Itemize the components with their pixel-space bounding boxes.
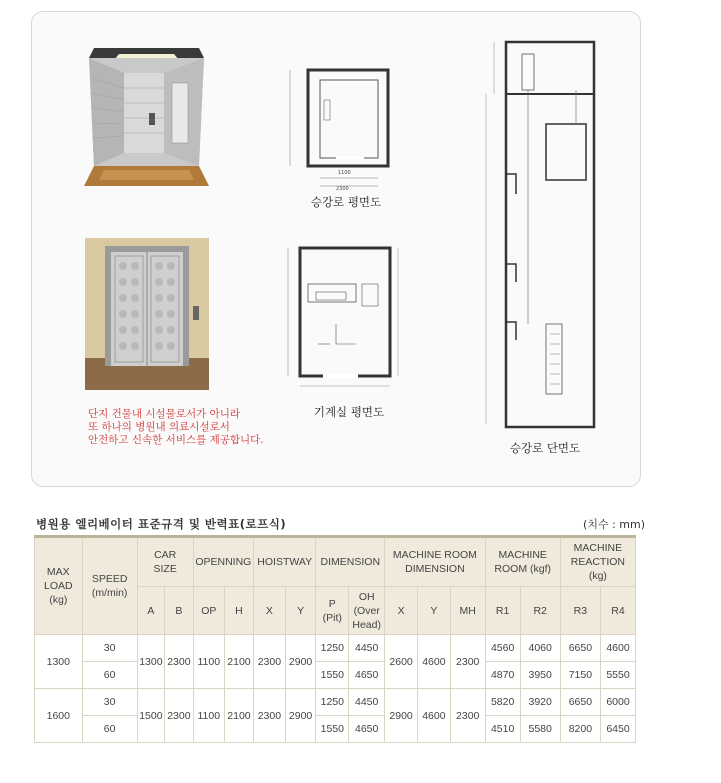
- header-max-load: [35, 537, 83, 635]
- promo-text: [88, 408, 264, 447]
- cell-r1: 4560: [485, 635, 520, 662]
- header-mr-dimension: [385, 537, 486, 587]
- cell-h: 2100: [224, 689, 253, 743]
- table-row: [35, 662, 636, 689]
- cell-r4: 6450: [600, 716, 635, 743]
- cabin-interior-image: [84, 38, 209, 188]
- header-speed: [82, 537, 137, 635]
- subheader-r4: R4: [600, 587, 635, 635]
- plan-caption: 승강로 평면도: [310, 195, 382, 209]
- subheader-op: OP: [193, 587, 224, 635]
- header-text: MAX: [46, 566, 70, 578]
- subheader-mr-y: Y: [417, 587, 450, 635]
- cell-r4: 6000: [600, 689, 635, 716]
- cell-speed: 60: [82, 662, 137, 689]
- cell-load: 1600: [35, 689, 83, 743]
- header-text: (Pit): [322, 611, 342, 624]
- cell-r3: 6650: [560, 635, 600, 662]
- header-text: P: [328, 597, 336, 610]
- hoistway-section-drawing: [476, 24, 606, 434]
- cell-r2: 3950: [520, 662, 560, 689]
- header-text: SPEED: [91, 573, 128, 585]
- cell-r1: 4510: [485, 716, 520, 743]
- cell-r2: 4060: [520, 635, 560, 662]
- header-text: (kg): [49, 594, 68, 606]
- cell-a: 1500: [137, 689, 165, 743]
- cell-op: 1100: [193, 689, 224, 743]
- plan-dim-label-2: 2300: [336, 186, 349, 191]
- plan-dim-label: 1100: [338, 170, 351, 176]
- header-text: MACHINE ROOM: [392, 549, 477, 561]
- table-row: [35, 635, 636, 662]
- subheader-mr-x: X: [385, 587, 418, 635]
- cell-op: 1100: [193, 635, 224, 689]
- cell-oh: 4450: [349, 689, 385, 716]
- hoistway-plan-drawing: [280, 66, 395, 191]
- table-row: [35, 689, 636, 716]
- cell-r4: 4600: [600, 635, 635, 662]
- subheader-r3: R3: [560, 587, 600, 635]
- cell-y: 2900: [285, 689, 316, 743]
- cell-r2: 3920: [520, 689, 560, 716]
- promo-line: 또 하나의 병원내 의료시설로서: [88, 421, 230, 433]
- machine-room-plan-drawing: [278, 244, 413, 394]
- cell-mr-y: 4600: [417, 635, 450, 689]
- subheader-h: H: [224, 587, 253, 635]
- header-hoistway: HOISTWAY: [254, 537, 316, 587]
- cell-pit: 1550: [316, 716, 349, 743]
- header-text: (kg): [588, 570, 607, 582]
- cell-r4: 5550: [600, 662, 635, 689]
- section-caption: 승강로 단면도: [509, 441, 581, 455]
- header-text: Head): [352, 618, 381, 631]
- cell-r1: 4870: [485, 662, 520, 689]
- subheader-oh: [349, 587, 385, 635]
- subheader-r2: R2: [520, 587, 560, 635]
- header-dimension: DIMENSION: [316, 537, 385, 587]
- cell-mr-y: 4600: [417, 689, 450, 743]
- header-text: (Over: [353, 604, 380, 617]
- header-text: MACHINE: [573, 542, 623, 554]
- header-text: DIMENSION: [405, 563, 465, 575]
- cell-oh: 4650: [349, 716, 385, 743]
- header-text: CAR: [154, 549, 177, 561]
- header-openning: OPENNING: [193, 537, 253, 587]
- cell-mr-x: 2600: [385, 635, 418, 689]
- cell-r2: 5580: [520, 716, 560, 743]
- cell-r1: 5820: [485, 689, 520, 716]
- cell-r3: 7150: [560, 662, 600, 689]
- elevator-door-image: [85, 238, 209, 390]
- header-text: ROOM (kgf): [494, 563, 552, 575]
- cell-speed: 30: [82, 635, 137, 662]
- header-text: LOAD: [44, 580, 73, 592]
- cell-a: 1300: [137, 635, 165, 689]
- spec-table: [34, 535, 636, 743]
- header-text: REACTION: [570, 556, 626, 568]
- cell-pit: 1250: [316, 689, 349, 716]
- cell-pit: 1250: [316, 635, 349, 662]
- subheader-r1: R1: [485, 587, 520, 635]
- cell-r3: 6650: [560, 689, 600, 716]
- cell-h: 2100: [224, 635, 253, 689]
- promo-line: 안전하고 신속한 서비스를 제공합니다.: [88, 434, 264, 446]
- subheader-mh: MH: [450, 587, 485, 635]
- cell-speed: 30: [82, 689, 137, 716]
- cell-oh: 4650: [349, 662, 385, 689]
- cell-mh: 2300: [450, 635, 485, 689]
- cell-b: 2300: [165, 689, 194, 743]
- cell-r3: 8200: [560, 716, 600, 743]
- cell-pit: 1550: [316, 662, 349, 689]
- table-row: [35, 716, 636, 743]
- promo-line: 단지 건물내 시설물로서가 아니라: [88, 408, 241, 420]
- subheader-x: X: [254, 587, 286, 635]
- header-text: SIZE: [153, 563, 177, 575]
- subheader-b: B: [165, 587, 194, 635]
- header-text: MACHINE: [498, 549, 547, 561]
- cell-oh: 4450: [349, 635, 385, 662]
- cell-speed: 60: [82, 716, 137, 743]
- header-mr-kgf: [485, 537, 560, 587]
- header-text: OH: [358, 590, 375, 603]
- subheader-y: Y: [285, 587, 316, 635]
- cell-x: 2300: [254, 689, 286, 743]
- table-title: 병원용 엘리베이터 표준규격 및 반력표(로프식): [36, 517, 287, 531]
- cell-mh: 2300: [450, 689, 485, 743]
- header-reaction: [560, 537, 635, 587]
- header-car-size: [137, 537, 193, 587]
- subheader-pit: [316, 587, 349, 635]
- cell-y: 2900: [285, 635, 316, 689]
- header-text: (m/min): [91, 587, 128, 599]
- cell-load: 1300: [35, 635, 83, 689]
- machine-room-caption: 기계실 평면도: [313, 405, 385, 419]
- cell-b: 2300: [165, 635, 194, 689]
- unit-label: (치수 : mm): [583, 518, 645, 531]
- subheader-a: A: [137, 587, 165, 635]
- cell-x: 2300: [254, 635, 286, 689]
- cell-mr-x: 2900: [385, 689, 418, 743]
